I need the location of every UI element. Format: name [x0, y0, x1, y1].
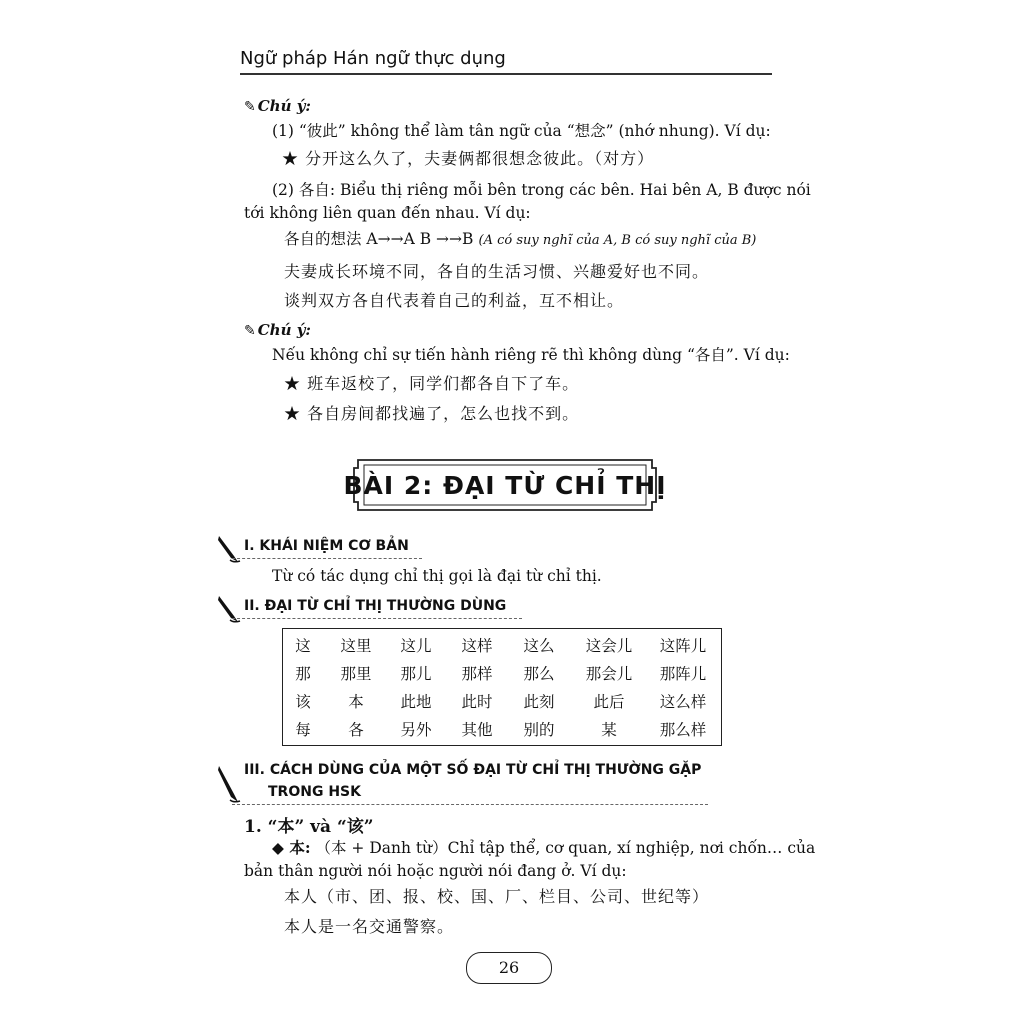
lesson-title: BÀI 2: ĐẠI TỪ CHỈ THỊ	[343, 470, 667, 500]
section2-underline	[232, 618, 522, 619]
table-cell: 那么样	[659, 721, 707, 739]
table-cell: 那儿	[400, 665, 432, 683]
table-cell: 此地	[400, 693, 432, 711]
ben-example-1: 本人（市、团、报、校、国、厂、栏目、公司、世纪等）	[284, 887, 710, 906]
table-cell: 那阵儿	[659, 665, 707, 683]
table-cell: 这么	[523, 637, 555, 655]
note1-text: (1) “彼此” không thể làm tân ngữ của “想念” (nhớ nhung). Ví dụ:	[272, 122, 771, 140]
header-rule	[240, 73, 772, 75]
note-flower-icon: ✎	[244, 323, 256, 339]
table-cell: 其他	[461, 721, 493, 739]
pen-icon	[216, 764, 242, 804]
table-cell: 本	[348, 693, 364, 711]
table-row	[283, 662, 721, 690]
table-cell: 此刻	[523, 693, 555, 711]
section1-text: Từ có tác dụng chỉ thị gọi là đại từ chỉ thị.	[272, 567, 602, 585]
gezi-formula-row	[284, 229, 756, 249]
gezi-example-2: 谈判双方各自代表着自己的利益，互不相让。	[284, 291, 625, 310]
gezi-intro-line2: tới không liên quan đến nhau. Ví dụ:	[244, 204, 531, 222]
section1-underline	[232, 558, 422, 559]
table-cell: 这	[295, 637, 311, 655]
table-cell: 这么样	[659, 693, 707, 711]
gezi-formula: 各自的想法 A→→A B →→B	[284, 230, 474, 248]
table-cell: 各	[348, 721, 364, 739]
note1-example: ★ 分开这么久了，夫妻俩都很想念彼此。（对方）	[282, 149, 655, 168]
table-cell: 别的	[523, 721, 555, 739]
table-cell: 每	[295, 721, 311, 739]
note2-text: Nếu không chỉ sự tiến hành riêng rẽ thì không dùng “各自”. Ví dụ:	[272, 346, 790, 364]
table-cell: 另外	[400, 721, 432, 739]
note-label: Chú ý:	[257, 321, 311, 339]
note-label: Chú ý:	[257, 97, 311, 115]
table-cell: 那会儿	[585, 665, 633, 683]
table-cell: 那	[295, 665, 311, 683]
note2-heading	[244, 320, 311, 339]
gezi-intro-line1: (2) 各自: Biểu thị riêng mỗi bên trong các bên. Hai bên A, B được nói	[272, 181, 811, 199]
table-cell: 那样	[461, 665, 493, 683]
pen-icon	[216, 594, 242, 624]
section3-heading-line1: III. CÁCH DÙNG CỦA MỘT SỐ ĐẠI TỪ CHỈ THỊ THƯỜNG GẶP	[244, 762, 702, 778]
gezi-example-1: 夫妻成长环境不同，各自的生活习惯、兴趣爱好也不同。	[284, 262, 710, 281]
running-header: Ngữ pháp Hán ngữ thực dụng	[240, 48, 506, 69]
table-cell: 这会儿	[585, 637, 633, 655]
table-cell: 这样	[461, 637, 493, 655]
table-cell: 某	[601, 721, 617, 739]
ben-definition-line2: bản thân người nói hoặc người nói đang ở. Ví dụ:	[244, 862, 627, 880]
subsection1-title: 1. “本” và “该”	[244, 817, 374, 837]
ben-example-2: 本人是一名交通警察。	[284, 917, 455, 936]
table-cell: 此时	[461, 693, 493, 711]
table-cell: 这儿	[400, 637, 432, 655]
section3-heading-line2: TRONG HSK	[268, 784, 361, 800]
pen-icon	[216, 534, 242, 564]
lesson-banner	[343, 456, 667, 514]
ben-definition-line1	[272, 838, 815, 858]
note-heading	[244, 96, 311, 115]
page-number: 26	[466, 952, 552, 984]
table-cell: 这阵儿	[659, 637, 707, 655]
note2-example-1: ★ 班车返校了，同学们都各自下了车。	[284, 374, 580, 393]
table-row	[283, 690, 721, 718]
table-cell: 那里	[340, 665, 372, 683]
note2-example-2: ★ 各自房间都找遍了，怎么也找不到。	[284, 404, 580, 423]
table-cell: 那么	[523, 665, 555, 683]
table-row	[283, 718, 721, 746]
section3-underline	[232, 804, 708, 805]
table-cell: 这里	[340, 637, 372, 655]
table-cell: 该	[295, 693, 311, 711]
section2-heading: II. ĐẠI TỪ CHỈ THỊ THƯỜNG DÙNG	[244, 598, 507, 614]
ben-label: ◆ 本:	[272, 838, 311, 857]
table-cell: 此后	[593, 693, 625, 711]
ben-definition-text: （本 + Danh từ）Chỉ tập thể, cơ quan, xí nghiệp, nơi chốn… của	[315, 839, 816, 857]
gezi-formula-note: (A có suy nghĩ của A, B có suy nghĩ của B)	[478, 233, 757, 248]
table-row	[283, 634, 721, 662]
section1-heading: I. KHÁI NIỆM CƠ BẢN	[244, 538, 409, 554]
pronoun-table	[282, 628, 722, 746]
note-flower-icon: ✎	[244, 99, 256, 115]
